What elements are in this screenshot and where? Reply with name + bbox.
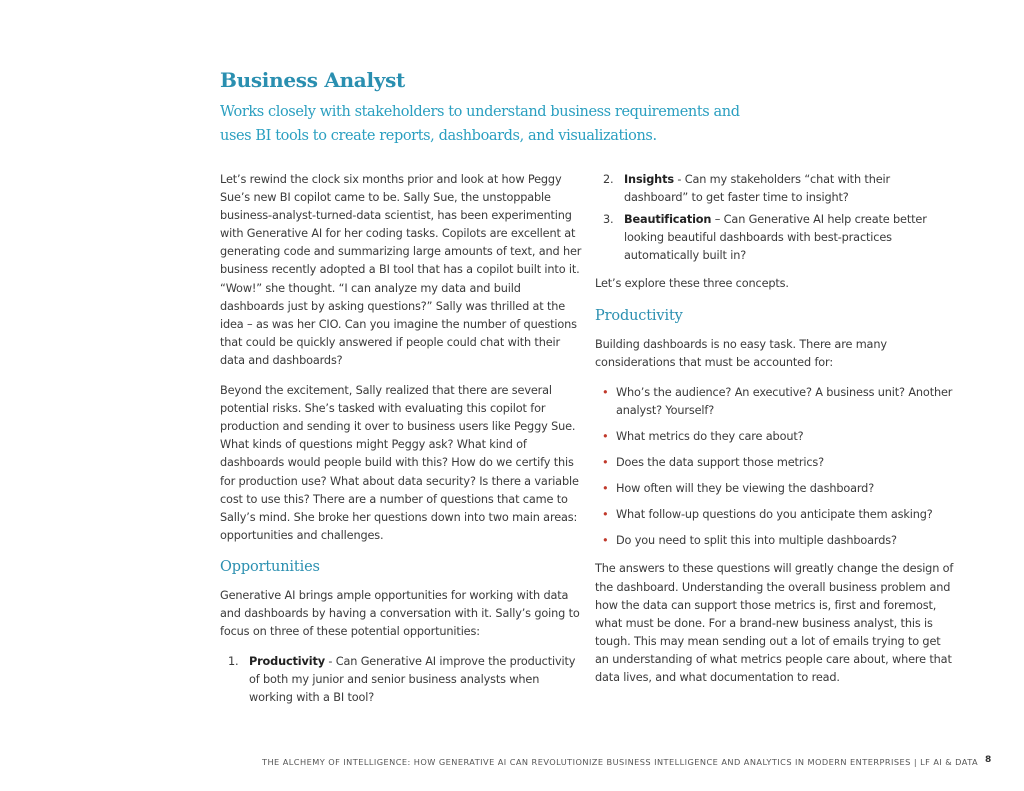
- list-item: [603, 171, 957, 207]
- subtitle-line-2: uses BI tools to create reports, dashboards, and visualizations.: [220, 128, 657, 144]
- page-title: Business Analyst: [220, 68, 405, 92]
- list-item: [603, 211, 957, 265]
- list-item: [228, 653, 582, 707]
- risks-paragraph: Beyond the excitement, Sally realized that there are several potential risks. She’s tasked with evaluating this copilot for production and sending it over to business users like Peggy Sue. What kinds of questions might Peggy ask? What kind of dashboards would people build with this? How do we certify this for production use? What about data security? Is there a variable cost to use this? There are a number of questions that came to Sally’s mind. She broke her questions down into two main areas: opportunities and challenges.: [220, 384, 579, 542]
- intro-paragraph: Let’s rewind the clock six months prior and look at how Peggy Sue’s new BI copilot came to be. Sally Sue, the unstoppable business-analyst-turned-data scientist, has been experimenting with Generative AI for her coding tasks. Copilots are excellent at generating code and summarizing large amounts of text, and her business recently adopted a BI tool that has a copilot built into it. “Wow!” she thought. “I can analyze my data and build dashboards just by asking questions?” Sally was thrilled at the idea – as was her CIO. Can you imagine the number of questions that could be quickly answered if people could chat with their data and dashboards?: [220, 173, 582, 367]
- productivity-paragraph: Building dashboards is no easy task. There are many considerations that must be accounted for:: [595, 337, 887, 369]
- opportunities-heading: Opportunities: [220, 558, 320, 575]
- subtitle-line-1: Works closely with stakeholders to understand business requirements and: [220, 104, 740, 120]
- list-item-title: Insights: [624, 173, 674, 186]
- right-column: [595, 171, 957, 699]
- page-number: 8: [985, 755, 992, 765]
- bullet-item: • Does the data support those metrics?: [595, 454, 957, 472]
- list-item-text: – Can Generative AI help create better looking beautiful dashboards with best-practices automatically built in?: [624, 213, 927, 263]
- list-item-text: - Can my stakeholders “chat with their dashboard” to get faster time to insight?: [624, 173, 890, 205]
- bullet-item: • What follow-up questions do you anticipate them asking?: [595, 506, 957, 524]
- bullet-item: • What metrics do they care about?: [595, 428, 957, 446]
- bullet-item: • Who’s the audience? An executive? A business unit? Another analyst? Yourself?: [595, 384, 957, 420]
- list-number: 2.: [603, 173, 614, 186]
- opportunities-list-continued: [595, 171, 957, 265]
- list-number: 1.: [228, 655, 239, 669]
- bullet-item: • Do you need to split this into multiple dashboards?: [595, 532, 957, 550]
- list-item-text: - Can Generative AI improve the productivity of both my junior and senior business analysts when working with a BI tool?: [249, 655, 576, 705]
- list-item-title: Productivity: [249, 655, 325, 669]
- explore-paragraph: Let’s explore these three concepts.: [595, 277, 789, 291]
- list-number: 3.: [603, 213, 614, 227]
- answers-paragraph: The answers to these questions will greatly change the design of the dashboard. Understanding the overall business problem and how the data can support those metrics is, first and foremost, what must be done. For a brand-new business analyst, this is tough. This may mean sending out a lot of emails trying to get an understanding of what metrics people care about, where that data lives, and what documentation to read.: [595, 562, 954, 684]
- left-column: [220, 171, 582, 717]
- page-subtitle: [220, 100, 780, 148]
- list-item-title: Beautification: [624, 213, 712, 227]
- opportunities-paragraph: Generative AI brings ample opportunities for working with data and dashboards by having a conversation with it. Sally’s going to focus on three of these potential opportunities:: [220, 588, 580, 639]
- considerations-list: [595, 384, 957, 551]
- footer-text: THE ALCHEMY OF INTELLIGENCE: HOW GENERATIVE AI CAN REVOLUTIONIZE BUSINESS INTELLIGENCE AND ANALYTICS IN MODERN ENTERPRISES | LF AI & DATA: [262, 757, 979, 767]
- opportunities-list: [220, 653, 582, 707]
- productivity-heading: Productivity: [595, 307, 683, 324]
- bullet-item: • How often will they be viewing the dashboard?: [595, 480, 957, 498]
